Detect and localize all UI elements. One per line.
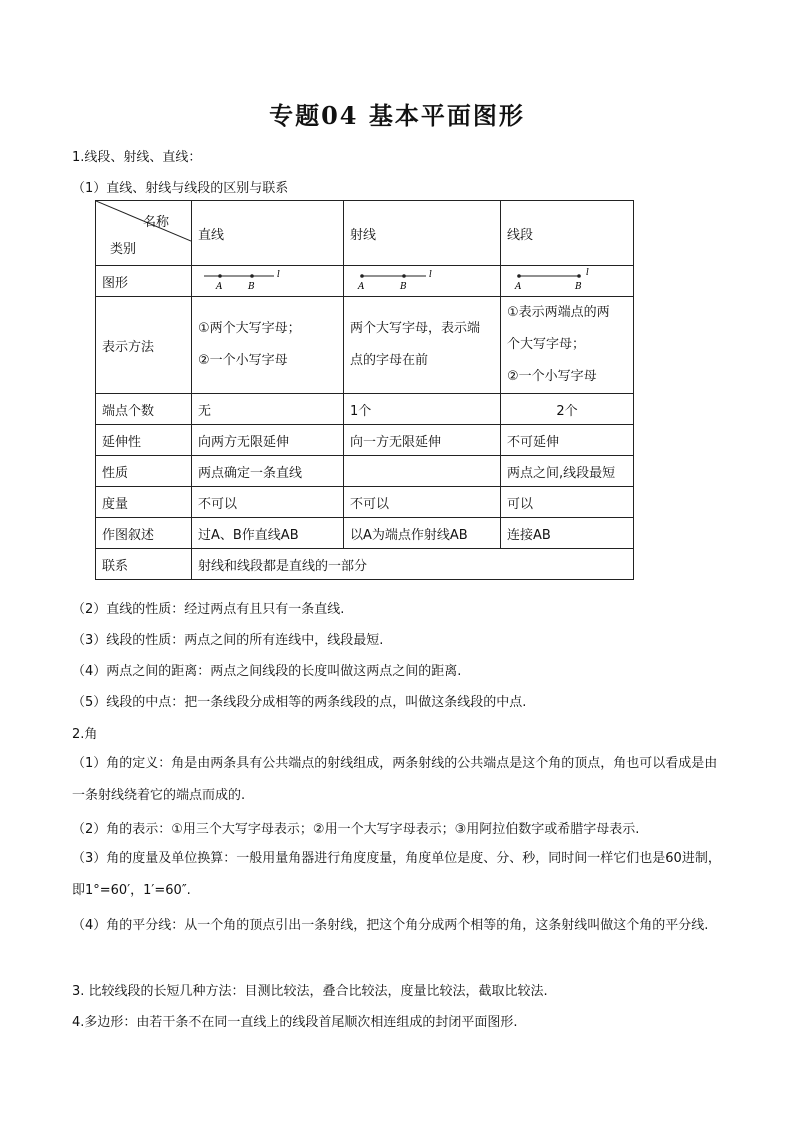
method-line-text: ②一个小写字母 — [198, 353, 288, 368]
relation-text: 射线和线段都是直线的一部分 — [192, 549, 634, 580]
column-header-segment: 线段 — [501, 201, 634, 266]
table-row-endpoints — [96, 394, 634, 425]
table-row-drawing — [96, 518, 634, 549]
row-label-method: 表示方法 — [96, 297, 192, 394]
table-row-relation — [96, 549, 634, 580]
method-ray-text: 点的字母在前 — [350, 353, 429, 368]
measure-segment: 可以 — [501, 487, 634, 518]
method-segment-text: ②一个小写字母 — [507, 369, 597, 384]
page-title: 专题04 基本平面图形 — [269, 101, 525, 130]
point-b-label: B — [575, 282, 582, 292]
table-row-measure — [96, 487, 634, 518]
ray-l-label: l — [429, 270, 432, 280]
method-segment-text: ①表示两端点的两 — [507, 305, 610, 320]
measure-line: 不可以 — [192, 487, 344, 518]
endpoints-ray: 1个 — [344, 394, 501, 425]
line-diagram — [198, 266, 288, 292]
point-b-label: B — [248, 282, 255, 292]
extension-ray: 向一方无限延伸 — [344, 425, 501, 456]
section1-heading: 1.线段、射线、直线： — [72, 150, 202, 165]
method-segment-text: 个大写字母； — [507, 337, 586, 352]
segment-diagram — [507, 266, 597, 292]
row-label-drawing: 作图叙述 — [96, 518, 192, 549]
method-segment-cell — [501, 297, 634, 394]
angle-bisector: （4）角的平分线：从一个角的顶点引出一条射线，把这个角分成两个相等的角，这条射线叫做这个角的平分线. — [72, 918, 709, 933]
drawing-ray: 以A为端点作射线AB — [344, 518, 501, 549]
line-figure-cell — [192, 266, 344, 297]
method-line-text: ①两个大写字母； — [198, 321, 301, 336]
table-header-row — [96, 201, 634, 266]
endpoints-line: 无 — [192, 394, 344, 425]
diagonal-header-cell — [96, 201, 192, 266]
row-label-extension: 延伸性 — [96, 425, 192, 456]
note-segment-property: （3）线段的性质：两点之间的所有连线中，线段最短. — [72, 633, 384, 648]
row-label-relation: 联系 — [96, 549, 192, 580]
measure-ray: 不可以 — [344, 487, 501, 518]
angle-notation: （2）角的表示：①用三个大写字母表示；②用一个大写字母表示；③用阿拉伯数字或希腊字母表示. — [72, 822, 640, 837]
row-label-endpoints: 端点个数 — [96, 394, 192, 425]
point-a-label: A — [216, 282, 223, 292]
line-l-label: l — [277, 270, 280, 280]
table-row-method — [96, 297, 634, 394]
section1-sub1: （1）直线、射线与线段的区别与联系 — [72, 181, 289, 196]
method-ray-cell — [344, 297, 501, 394]
angle-measurement: （3）角的度量及单位换算：一般用量角器进行角度度量，角度单位是度、分、秒，同时间一样它们也是60进制，即1°=60′，1′=60″. — [72, 851, 721, 898]
property-line: 两点确定一条直线 — [192, 456, 344, 487]
row-label-measure: 度量 — [96, 487, 192, 518]
note-line-property: （2）直线的性质：经过两点有且只有一条直线. — [72, 602, 345, 617]
point-a-label: A — [358, 282, 365, 292]
endpoints-segment: 2个 — [501, 394, 634, 425]
note-distance: （4）两点之间的距离：两点之间线段的长度叫做这两点之间的距离. — [72, 664, 462, 679]
ray-diagram — [350, 266, 440, 292]
property-ray — [344, 456, 501, 487]
drawing-segment: 连接AB — [501, 518, 634, 549]
header-name: 名称 — [142, 215, 169, 230]
drawing-line: 过A、B作直线AB — [192, 518, 344, 549]
angle-definition: （1）角的定义：角是由两条具有公共端点的射线组成，两条射线的公共端点是这个角的顶点，角也可以看成是由一条射线绕着它的端点而成的. — [72, 756, 718, 803]
row-label-figure: 图形 — [96, 266, 192, 297]
column-header-ray: 射线 — [344, 201, 501, 266]
table-row-figure — [96, 266, 634, 297]
method-ray-text: 两个大写字母，表示端 — [350, 321, 481, 336]
extension-line: 向两方无限延伸 — [192, 425, 344, 456]
note-midpoint: （5）线段的中点：把一条线段分成相等的两条线段的点，叫做这条线段的中点. — [72, 695, 527, 710]
section3-comparison: 3. 比较线段的长短几种方法：目测比较法，叠合比较法，度量比较法，截取比较法. — [72, 984, 548, 999]
section2-heading: 2.角 — [72, 727, 98, 742]
segment-figure-cell — [501, 266, 634, 297]
method-line-cell — [192, 297, 344, 394]
property-segment: 两点之间,线段最短 — [501, 456, 634, 487]
row-label-property: 性质 — [96, 456, 192, 487]
extension-segment: 不可延伸 — [501, 425, 634, 456]
column-header-line: 直线 — [192, 201, 344, 266]
comparison-table — [95, 200, 634, 580]
ray-figure-cell — [344, 266, 501, 297]
point-b-label: B — [400, 282, 407, 292]
table-row-extension — [96, 425, 634, 456]
section4-polygon: 4.多边形：由若干条不在同一直线上的线段首尾顺次相连组成的封闭平面图形. — [72, 1015, 518, 1030]
point-a-label: A — [515, 282, 522, 292]
header-category: 类别 — [110, 242, 137, 257]
table-row-property — [96, 456, 634, 487]
segment-l-label: l — [586, 268, 589, 278]
